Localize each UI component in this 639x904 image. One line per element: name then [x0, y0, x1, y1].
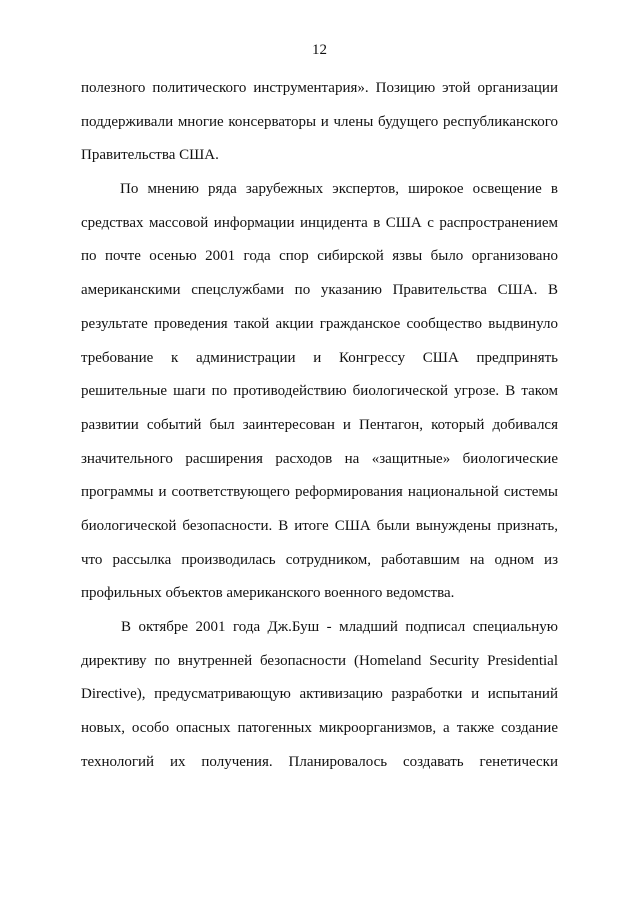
body-text	[81, 78, 558, 785]
page-number: 12	[312, 42, 327, 58]
text-line: значительного расширения расходов на «защитные» биологические	[81, 450, 558, 467]
text-line: по почте осенью 2001 года спор сибирской язвы было организовано	[81, 248, 558, 265]
text-line: Directive), предусматривающую активизацию разработки и испытаний	[81, 686, 558, 703]
text-line: технологий их получения. Планировалось создавать генетически	[81, 753, 558, 770]
text-line: полезного политического инструментария». Позицию этой организации	[81, 80, 558, 96]
text-line: требование к администрации и Конгрессу США предпринять	[81, 349, 558, 366]
text-line: профильных объектов американского военного ведомства.	[81, 585, 455, 602]
text-line: программы и соответствующего реформирования национальной системы	[81, 484, 558, 501]
text-line: развитии событий был заинтересован и Пентагон, который добивался	[81, 416, 558, 433]
text-line: директиву по внутренней безопасности (Homeland Security Presidential	[81, 652, 558, 669]
paragraph-first-line: По мнению ряда зарубежных экспертов, широкое освещение в	[120, 181, 558, 198]
text-line: новых, особо опасных патогенных микроорганизмов, а также создание	[81, 720, 558, 737]
text-line: решительные шаги по противодействию биологической угрозе. В таком	[81, 383, 558, 400]
paragraph-first-line: В октябре 2001 года Дж.Буш - младший подписал специальную	[121, 619, 558, 635]
text-line: результате проведения такой акции гражданское сообщество выдвинуло	[81, 315, 558, 332]
text-line: что рассылка производилась сотрудником, работавшим на одном из	[81, 551, 558, 568]
text-line: Правительства США.	[81, 147, 219, 164]
text-line: биологической безопасности. В итоге США были вынуждены признать,	[81, 517, 558, 534]
text-line: поддерживали многие консерваторы и члены будущего республиканского	[81, 113, 558, 130]
text-line: американскими спецслужбами по указанию Правительства США. В	[81, 282, 558, 299]
text-line: средствах массовой информации инцидента в США с распространением	[81, 214, 558, 231]
